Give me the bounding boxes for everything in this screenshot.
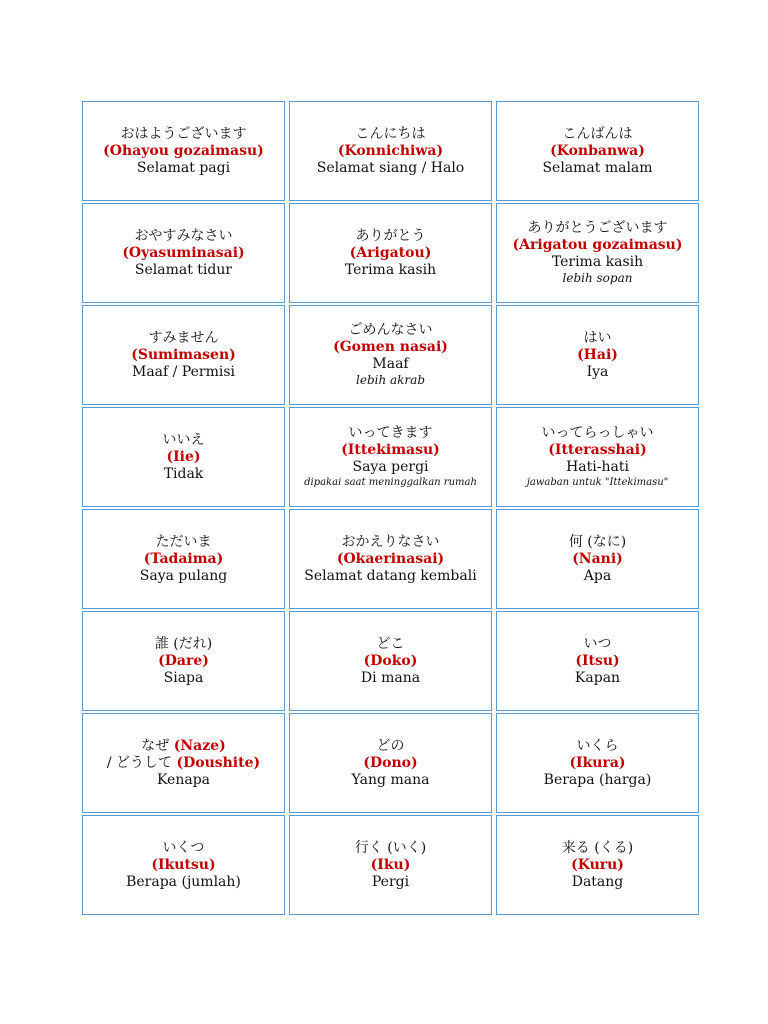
phrase-card — [82, 407, 285, 507]
phrase-japanese-line — [569, 534, 626, 551]
phrase-japanese-line — [542, 425, 654, 442]
phrase-card — [82, 203, 285, 303]
phrase-alternative-line — [107, 755, 260, 772]
phrase-card — [82, 509, 285, 609]
japanese-text: いくつ — [162, 839, 205, 856]
japanese-text: こんにちは — [355, 125, 426, 142]
meaning-text: Hati-hati — [566, 458, 629, 475]
phrase-japanese-line — [163, 840, 205, 857]
japanese-text: ありがとうございます — [527, 220, 668, 236]
phrase-japanese-line — [135, 228, 233, 245]
meaning-text: Terima kasih — [344, 261, 437, 278]
japanese-text: 誰 (だれ) — [154, 635, 213, 652]
meaning-text: Selamat tidur — [134, 261, 233, 278]
phrase-card — [496, 713, 699, 813]
japanese-text: ありがとう — [355, 227, 426, 244]
japanese-text: すみません — [148, 329, 219, 346]
romaji-text: (Kuru) — [571, 856, 624, 873]
meaning-text: Di mana — [360, 669, 421, 686]
meaning-text: Selamat datang kembali — [304, 567, 477, 584]
meaning-text: Selamat pagi — [136, 159, 231, 176]
phrase-card — [496, 203, 699, 303]
meaning-text: Maaf / Permisi — [131, 363, 235, 380]
japanese-text: いってらっしゃい — [541, 424, 654, 441]
phrase-card — [289, 305, 492, 405]
phrase-japanese-line — [156, 534, 212, 551]
japanese-text: おかえりなさい — [341, 533, 440, 550]
romaji-text: (Arigatou) — [349, 244, 432, 261]
japanese-text: 行く (いく) — [354, 839, 427, 856]
phrase-card — [289, 611, 492, 711]
phrase-card — [82, 101, 285, 201]
meaning-text: Pergi — [371, 873, 410, 890]
phrase-japanese-line — [562, 840, 633, 857]
romaji-text: (Oyasuminasai) — [122, 244, 245, 261]
phrase-card — [289, 407, 492, 507]
phrase-japanese-line — [149, 330, 219, 347]
phrase-card — [82, 815, 285, 915]
alternative-romaji-text: (Doushite) — [176, 754, 261, 771]
romaji-text: (Tadaima) — [143, 550, 224, 567]
phrase-japanese-line — [505, 220, 690, 254]
phrase-japanese-line — [356, 228, 426, 245]
phrase-card — [82, 713, 285, 813]
japanese-text: ただいま — [155, 533, 212, 550]
romaji-text: (Iku) — [370, 856, 411, 873]
japanese-text: なぜ — [141, 737, 170, 754]
romaji-text: (Nani) — [572, 550, 623, 567]
meaning-text: Maaf — [372, 356, 409, 372]
japanese-text: 何 (なに) — [568, 533, 627, 550]
japanese-text: はい — [583, 329, 612, 346]
phrase-card — [496, 305, 699, 405]
phrase-card — [82, 611, 285, 711]
romaji-text: (Konbanwa) — [550, 142, 645, 159]
romaji-text: (Okaerinasai) — [336, 550, 445, 567]
japanese-text: いってきます — [348, 424, 433, 441]
phrase-card — [496, 407, 699, 507]
romaji-text: (Sumimasen) — [131, 346, 236, 363]
phrase-card — [82, 305, 285, 405]
romaji-text: (Doko) — [363, 652, 418, 669]
japanese-text: いくら — [576, 737, 619, 754]
phrase-japanese-line — [584, 330, 612, 347]
phrase-card — [289, 815, 492, 915]
phrase-japanese-line — [377, 738, 405, 755]
romaji-text: (Gomen nasai) — [333, 339, 448, 355]
meaning-text: Kapan — [574, 669, 621, 686]
romaji-text: (Ikutsu) — [151, 856, 216, 873]
japanese-text: どこ — [376, 635, 405, 652]
romaji-text: (Hai) — [577, 346, 618, 363]
japanese-text: どの — [376, 737, 405, 754]
japanese-text: ごめんなさい — [348, 322, 433, 338]
romaji-text: (Dare) — [158, 652, 209, 669]
japanese-text: こんばんは — [562, 125, 633, 142]
phrase-card-grid — [82, 101, 700, 915]
japanese-text: おやすみなさい — [134, 227, 233, 244]
phrase-japanese-line — [141, 738, 225, 755]
meaning-text: Selamat siang / Halo — [316, 159, 465, 176]
phrase-japanese-line — [155, 636, 212, 653]
phrase-card — [496, 611, 699, 711]
romaji-text: (Naze) — [173, 737, 226, 754]
japanese-text: いいえ — [162, 431, 205, 448]
meaning-text: Yang mana — [351, 771, 430, 788]
romaji-text: (Ikura) — [569, 754, 626, 771]
romaji-text: (Ittekimasu) — [341, 441, 440, 458]
usage-note: jawaban untuk "Ittekimasu" — [526, 476, 669, 488]
romaji-text: (Iie) — [166, 448, 201, 465]
alternative-japanese-text: / どうして — [106, 754, 173, 771]
phrase-japanese-line — [356, 126, 426, 143]
phrase-card — [496, 509, 699, 609]
phrase-japanese-line — [349, 322, 433, 339]
meaning-text: Berapa (jumlah) — [126, 873, 241, 890]
meaning-text: Selamat malam — [542, 159, 653, 176]
meaning-text: Saya pergi — [352, 458, 429, 475]
phrase-card — [496, 815, 699, 915]
meaning-text: Terima kasih — [551, 254, 644, 270]
phrase-card — [289, 101, 492, 201]
phrase-japanese-line — [298, 425, 483, 459]
phrase-card — [289, 509, 492, 609]
usage-note: lebih akrab — [356, 373, 425, 387]
romaji-text: (Itsu) — [575, 652, 620, 669]
romaji-text: (Ohayou gozaimasu) — [103, 142, 264, 159]
phrase-japanese-line — [91, 126, 276, 160]
japanese-text: おはようございます — [120, 125, 247, 142]
romaji-text: (Arigatou gozaimasu) — [512, 237, 683, 253]
phrase-japanese-line — [563, 126, 633, 143]
phrase-japanese-line — [577, 738, 619, 755]
meaning-text: Siapa — [163, 669, 204, 686]
phrase-japanese-line — [377, 636, 405, 653]
usage-note: dipakai saat meninggalkan rumah — [304, 476, 477, 488]
phrase-card — [289, 713, 492, 813]
meaning-text: Saya pulang — [139, 567, 228, 584]
phrase-japanese-line — [342, 534, 440, 551]
meaning-text: Iya — [586, 363, 609, 380]
phrase-japanese-line — [163, 432, 205, 449]
meaning-text: Apa — [583, 567, 612, 584]
phrase-card — [496, 101, 699, 201]
meaning-text: Tidak — [163, 465, 204, 482]
meaning-text: Datang — [571, 873, 624, 890]
japanese-text: いつ — [583, 635, 612, 652]
phrase-card — [289, 203, 492, 303]
usage-note: lebih sopan — [562, 271, 633, 285]
meaning-text: Kenapa — [156, 771, 211, 788]
japanese-text: 来る (くる) — [561, 839, 634, 856]
romaji-text: (Dono) — [363, 754, 418, 771]
phrase-japanese-line — [584, 636, 612, 653]
romaji-text: (Itterasshai) — [548, 441, 647, 458]
romaji-text: (Konnichiwa) — [337, 142, 444, 159]
phrase-japanese-line — [355, 840, 426, 857]
meaning-text: Berapa (harga) — [543, 771, 652, 788]
